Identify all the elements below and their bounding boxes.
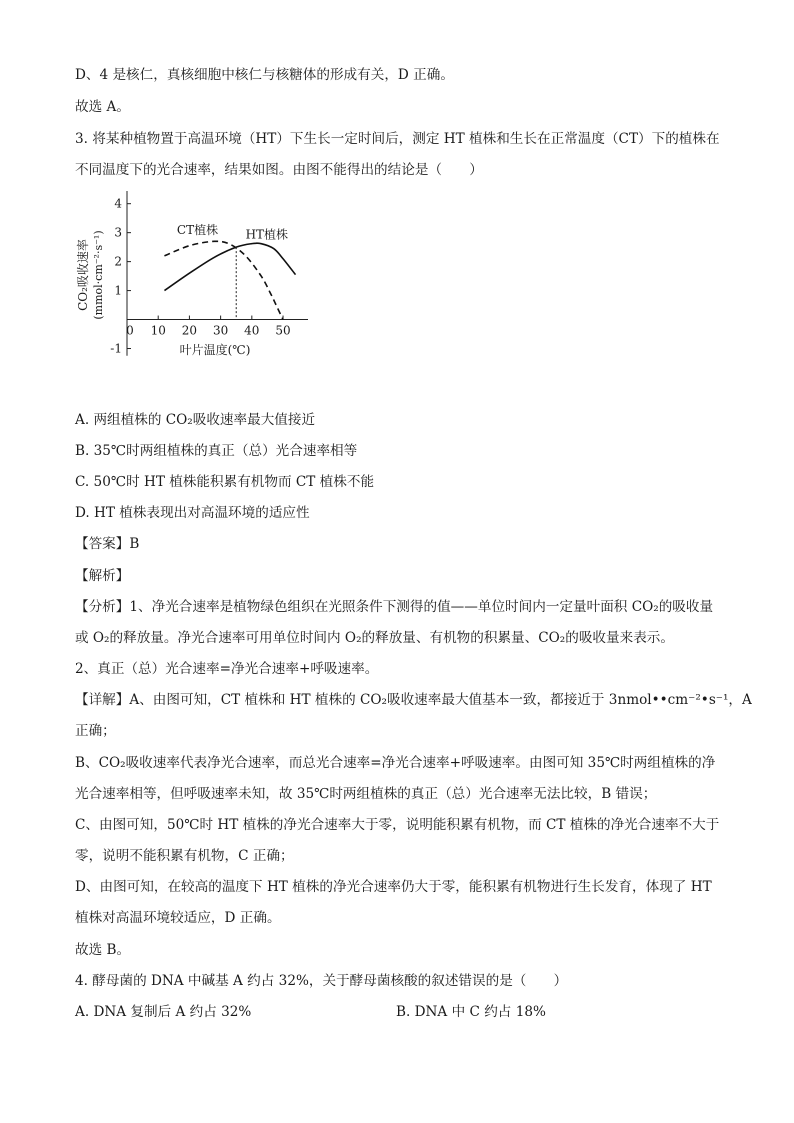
question-3-stem-1: 3. 将某种植物置于高温环境（HT）下生长一定时间后，测定 HT 植株和生长在正常温度（CT）下的植株在	[75, 131, 720, 147]
question-4-stem: 4. 酵母菌的 DNA 中碱基 A 约占 32%，关于酵母菌核酸的叙述错误的是（ ）	[75, 973, 568, 989]
answer: 【答案】B	[75, 536, 140, 552]
y-tick-label: -1	[110, 341, 122, 356]
analysis-label: 【解析】	[75, 568, 130, 584]
legend-ct: CT植株	[176, 223, 219, 238]
y-tick-label: 3	[114, 225, 122, 240]
question-4-option-a: A. DNA 复制后 A 约占 32%	[75, 1004, 252, 1020]
y-tick-label: 4	[114, 196, 122, 211]
x-tick-label: 0	[126, 323, 134, 338]
option-a: A. 两组植株的 CO₂吸收速率最大值接近	[75, 412, 316, 428]
y-axis-label-main: CO₂吸收速率	[76, 239, 90, 311]
analysis-1: 【分析】1、净光合速率是植物绿色组织在光照条件下测得的值——单位时间内一定量叶面积 CO₂的吸收量	[75, 599, 714, 615]
option-d: D. HT 植株表现出对高温环境的适应性	[75, 505, 310, 521]
detail-7: D、由图可知，在较高的温度下 HT 植株的净光合速率仍大于零，能积累有机物进行生长发育，体现了 HT	[75, 879, 712, 895]
analysis-2: 或 O₂的释放量。净光合速率可用单位时间内 O₂的释放量、有机物的积累量、CO₂的吸收量来表示。	[75, 630, 674, 646]
detail-3: B、CO₂吸收速率代表净光合速率，而总光合速率=净光合速率+呼吸速率。由图可知 35℃时两组植株的净	[75, 755, 716, 771]
detail-5: C、由图可知，50℃时 HT 植株的净光合速率大于零，说明能积累有机物，而 CT 植株的净光合速率不大于	[75, 817, 720, 833]
detail-6: 零，说明不能积累有机物，C 正确；	[75, 848, 294, 864]
x-tick-label: 20	[181, 323, 198, 338]
detail-2: 正确；	[75, 723, 116, 739]
x-tick-label: 30	[212, 323, 229, 338]
x-tick-label: 40	[244, 323, 260, 338]
line-prev-choice: 故选 A。	[75, 99, 130, 115]
y-tick-label: 1	[114, 283, 122, 298]
x-axis-label: 叶片温度(℃)	[179, 343, 251, 357]
detail-4: 光合速率相等，但呼吸速率未知，故 35℃时两组植株的真正（总）光合速率无法比较，B 错误；	[75, 786, 657, 802]
y-axis-label-unit: (mmol·cm⁻²·s⁻¹)	[92, 230, 105, 320]
x-tick-label: 10	[150, 323, 166, 338]
analysis-3: 2、真正（总）光合速率=净光合速率+呼吸速率。	[75, 661, 379, 677]
question-3-stem-2: 不同温度下的光合速率，结果如图。由图不能得出的结论是（ ）	[75, 162, 483, 178]
line-prev-option-d: D、4 是核仁，真核细胞中核仁与核糖体的形成有关，D 正确。	[75, 67, 454, 83]
detail-8: 植株对高温环境较适应，D 正确。	[75, 910, 281, 926]
option-c: C. 50℃时 HT 植株能积累有机物而 CT 植株不能	[75, 474, 375, 490]
y-axis-label	[75, 230, 105, 319]
series-line-ht	[164, 243, 295, 290]
detail-9: 故选 B。	[75, 942, 131, 958]
photosynthesis-chart	[70, 185, 320, 365]
x-tick-label: 50	[275, 323, 291, 338]
detail-1: 【详解】A、由图可知，CT 植株和 HT 植株的 CO₂吸收速率最大值基本一致，都接近于 3nmol••cm⁻²•s⁻¹，A	[75, 692, 752, 708]
legend-ht: HT植株	[245, 227, 289, 242]
y-tick-label: 2	[114, 254, 122, 269]
option-b: B. 35℃时两组植株的真正（总）光合速率相等	[75, 443, 358, 459]
question-4-option-b: B. DNA 中 C 约占 18%	[396, 1004, 546, 1020]
